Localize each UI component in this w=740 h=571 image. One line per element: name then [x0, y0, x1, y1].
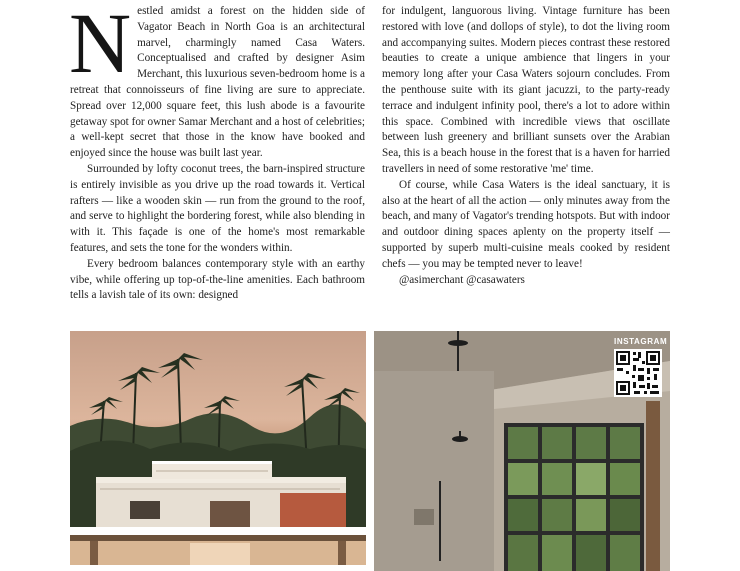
qr-code-icon[interactable]	[614, 349, 662, 397]
interior-illustration	[70, 535, 366, 565]
article-paragraph-2: Surrounded by lofty coconut trees, the barn-inspired structure is entirely invisible as you drive up the road towards it. Vertical rafters — like a wooden skin — run from the ground to the roof, and serve to highlight the bordering forest, while also blending in with it. This façade is one of the home's most remarkable features, and sets the tone for the wonders within.	[70, 162, 365, 254]
villa-exterior-illustration	[70, 331, 366, 527]
instagram-label: INSTAGRAM	[614, 337, 668, 346]
social-handles[interactable]: @asimerchant @casawaters	[399, 273, 525, 286]
article-paragraph-1: Nestled amidst a forest on the hidden side of Vagator Beach in North Goa is an architectural marvel, charmingly named Casa Waters. Conceptualised and crafted by designer Asim Merchant, this luxurious seven-bedroom home is a retreat that connoisseurs of fine living are sure to appreciate. Spread over 12,000 square feet, this lush abode is a favourite getaway spot for owner Samar Merchant and a host of celebrities; a well-kept secret that those in the know have booked and enjoyed since the house was built last year.	[69, 0, 365, 160]
interior-photo-partial	[70, 535, 366, 565]
article-column-left	[69, 0, 365, 304]
villa-exterior-photo	[70, 331, 366, 527]
article-paragraph-4: for indulgent, languorous living. Vintage furniture has been restored with love (and dollops of style), to dot the living room and accompanying suites. Modern pieces contrast these restored beauties to create a unique ambience that lingers in your memory long after your Casa Waters sojourn concludes. From the penthouse suite with its giant jacuzzi, to the party-ready terrace and indulgent infinity pool, there's a lot to adore within this space. Combined with incredible views that oscillate between lush greenery and brilliant sunsets over the Arabian Sea, this is a beach house in the forest that is a haven for harried travellers in need of some restorative 'me' time.	[382, 5, 670, 175]
article-paragraph-5: Of course, while Casa Waters is the ideal sanctuary, it is also at the heart of all the action — only minutes away from the beach, and many of Vagator's trending hotspots. But with indoor and outdoor dining spaces aplenty on the property itself — supported by superb multi-cuisine meals cooked by resident chefs — you may be tempted never to leave!	[382, 178, 670, 270]
qr-code-graphic	[614, 349, 662, 397]
drop-cap: N	[69, 0, 132, 91]
article-column-right	[382, 4, 670, 288]
article-paragraph-3: Every bedroom balances contemporary style with an earthy vibe, while offering up top-of-the-line amenities. Each bathroom tells a lavish tale of its own: designed	[70, 257, 365, 302]
